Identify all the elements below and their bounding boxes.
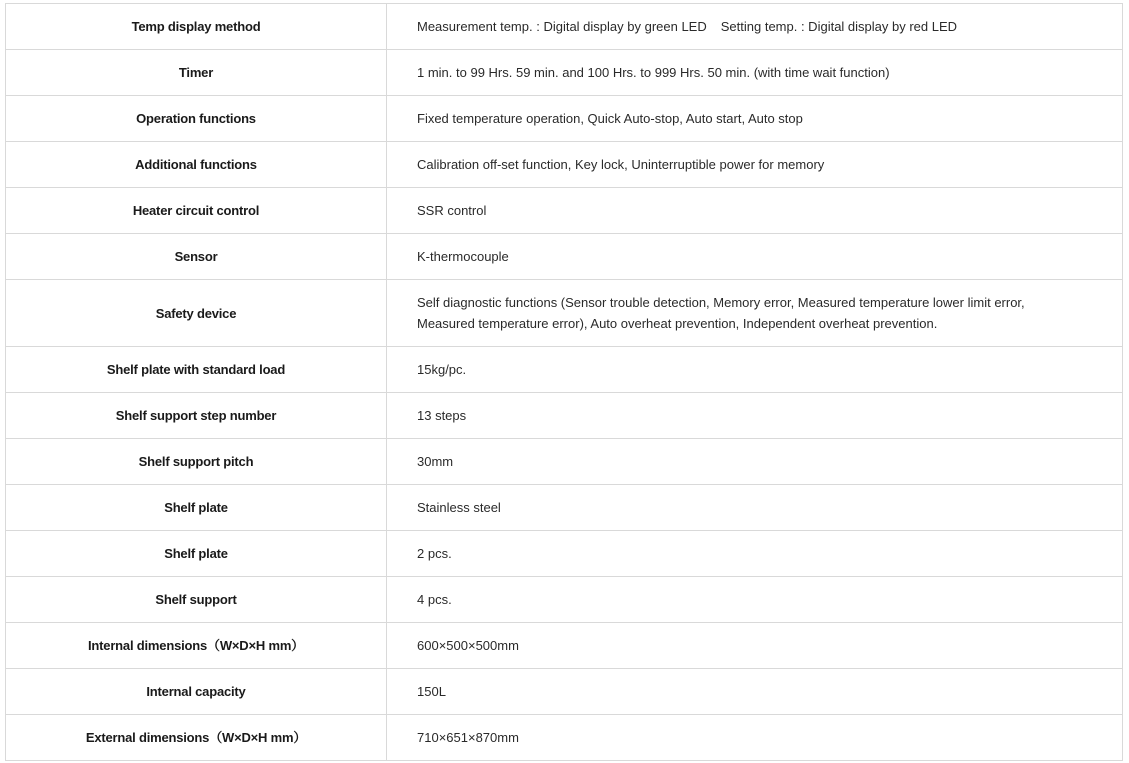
row-label: Shelf plate [6,485,387,531]
table-row [6,439,1123,485]
row-label: Temp display method [6,4,387,50]
row-value: 150L [387,669,1123,715]
row-value: 710×651×870mm [387,715,1123,761]
specifications-table [5,3,1123,761]
table-row [6,142,1123,188]
row-label: Internal dimensions（W×D×H mm） [6,623,387,669]
row-value: Stainless steel [387,485,1123,531]
row-label: Operation functions [6,96,387,142]
row-value: 2 pcs. [387,531,1123,577]
table-row [6,393,1123,439]
row-value-part: Measurement temp. : Digital display by green LED [417,19,707,34]
row-label: Internal capacity [6,669,387,715]
table-row [6,188,1123,234]
table-row [6,577,1123,623]
row-label: Shelf plate [6,531,387,577]
row-value: 600×500×500mm [387,623,1123,669]
row-value: K-thermocouple [387,234,1123,280]
row-value: 30mm [387,439,1123,485]
row-label: Sensor [6,234,387,280]
table-row [6,347,1123,393]
table-row [6,50,1123,96]
row-value: Calibration off-set function, Key lock, Uninterruptible power for memory [387,142,1123,188]
row-label: Timer [6,50,387,96]
table-row [6,485,1123,531]
row-value-part: Setting temp. : Digital display by red LED [720,19,958,34]
row-label: Shelf support step number [6,393,387,439]
row-value [387,4,1123,50]
table-row [6,715,1123,761]
row-label: Additional functions [6,142,387,188]
row-value: SSR control [387,188,1123,234]
row-value: 13 steps [387,393,1123,439]
row-value: Self diagnostic functions (Sensor trouble detection, Memory error, Measured temperature lower limit error, Measured temperature error), Auto overheat prevention, Independent overheat prevention. [387,280,1123,347]
row-value: 15kg/pc. [387,347,1123,393]
table-row [6,623,1123,669]
row-label: Shelf support [6,577,387,623]
table-row [6,669,1123,715]
row-value: 1 min. to 99 Hrs. 59 min. and 100 Hrs. to 999 Hrs. 50 min. (with time wait function) [387,50,1123,96]
row-value: Fixed temperature operation, Quick Auto-stop, Auto start, Auto stop [387,96,1123,142]
table-row [6,4,1123,50]
table-row [6,280,1123,347]
row-label: Shelf plate with standard load [6,347,387,393]
row-label: External dimensions（W×D×H mm） [6,715,387,761]
row-label: Shelf support pitch [6,439,387,485]
table-row [6,234,1123,280]
table-row [6,531,1123,577]
table-row [6,96,1123,142]
row-label: Heater circuit control [6,188,387,234]
row-label: Safety device [6,280,387,347]
row-value: 4 pcs. [387,577,1123,623]
